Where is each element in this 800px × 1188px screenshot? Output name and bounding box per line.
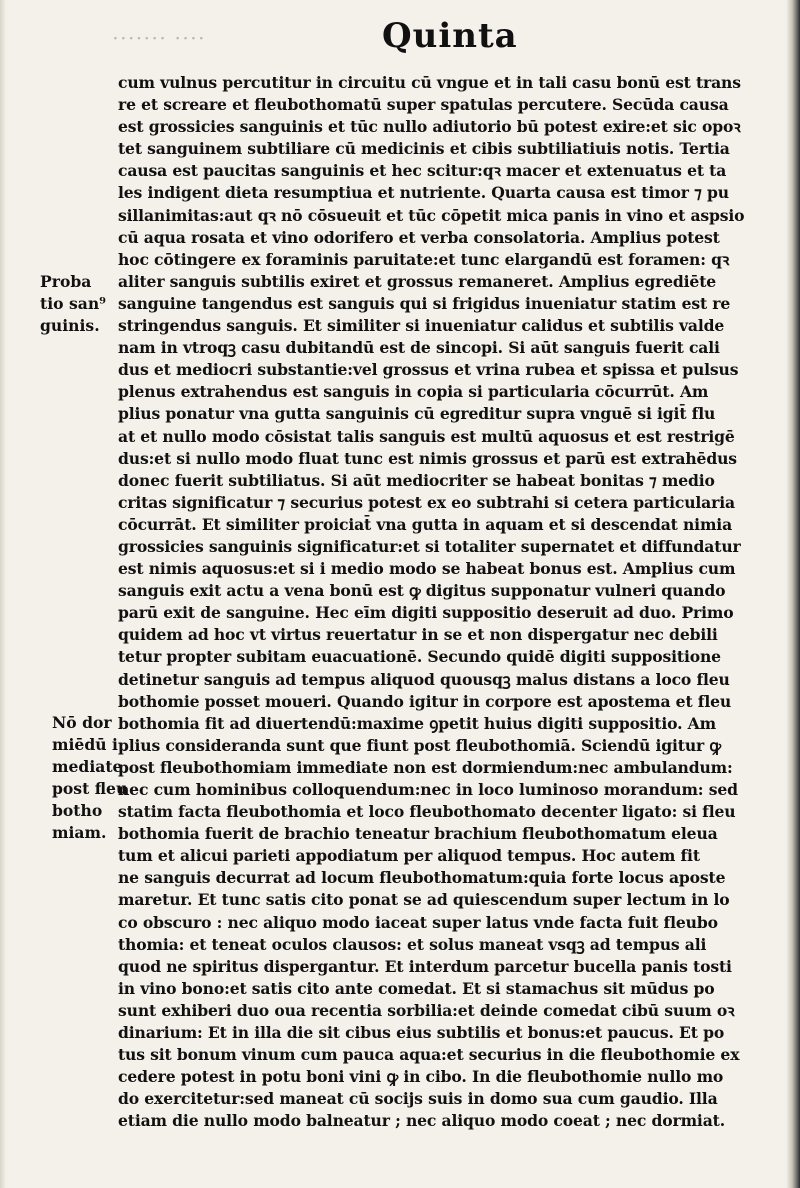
text-line: cedere potest in potu boni vini ꝙ in cibo. In die fleubothomie nullo mo (118, 1067, 724, 1087)
marginal-note-non-dormiendum (52, 712, 127, 845)
text-line: tet sanguinem subtiliare cū medicinis et cibis subtiliatiuis notis. Tertia (118, 139, 730, 159)
text-line: quidem ad hoc vt virtus reuertatur in se et non dispergatur nec debili (118, 625, 718, 645)
marginal-note-line: mediate (52, 757, 123, 777)
text-line: thomia: et teneat oculos clausos: et solus maneat vsqꝫ ad tempus ali (118, 934, 707, 954)
text-line: nec cum hominibus colloquendum:nec in loco luminoso morandum: sed (118, 780, 738, 799)
text-line: at et nullo modo cōsistat talis sanguis est multū aquosus et est restrigē (118, 426, 735, 446)
text-line: sanguis exit actu a vena bonū est ꝙ digitus supponatur vulneri quando (118, 581, 726, 601)
text-line: post fleubothomiam immediate non est dormiendum:nec ambulandum: (118, 757, 733, 777)
marginal-note-line: tio san⁹ (40, 294, 107, 314)
text-line: sillanimitas:aut qꝛ nō cōsueuit et tūc cōpetit mica panis in vino et aspsio (118, 205, 745, 225)
text-line: cōcurrāt. Et similiter proiciat̄ vna gutta in aquam et si descendat nimia (118, 514, 733, 534)
text-line: est grossicies sanguinis et tūc nullo adiutorio bū potest exire:et sic opoꝛ (118, 117, 741, 137)
text-line: re et screare et fleubothomatū super spatulas percutere. Secūda causa (118, 95, 729, 115)
text-line: plius ponatur vna gutta sanguinis cū egreditur supra vnguē si igit̄ flu (118, 404, 716, 424)
text-line: dinarium: Et in illa die sit cibus eius subtilis et bonus:et paucus. Et po (118, 1023, 725, 1043)
marginal-note-probatio (40, 271, 106, 337)
page-edge-shadow-left (0, 0, 6, 1188)
text-line: sunt exhiberi duo oua recentia sorbilia:et deinde comedat cibū suum oꝛ (118, 1000, 735, 1020)
text-line: les indigent dieta resumptiua et nutriente. Quarta causa est timor ⁊ pu (118, 183, 729, 203)
text-line: plius consideranda sunt que fiunt post fleubothomiā. Sciendū igitur ꝙ (118, 735, 721, 755)
text-line: donec fuerit subtiliatus. Si aūt mediocriter se habeat bonitas ⁊ medio (118, 470, 715, 490)
marginal-note-line: Nō dor (52, 713, 112, 732)
text-line: grossicies sanguinis significatur:et si totaliter supernatet et diffundatur (118, 536, 741, 556)
bleed-through-ghost-text: ⋅⋅⋅⋅⋅⋅⋅ ⋅⋅⋅⋅ (112, 26, 206, 50)
text-line: plenus extrahendus est sanguis in copia si particularia cōcurrūt. Am (118, 382, 709, 402)
text-line: statim facta fleubothomia et loco fleubothomato decenter ligato: si fleu (118, 802, 736, 822)
text-line: hoc cōtingere ex foraminis paruitate:et tunc elargandū est foramen: qꝛ (118, 249, 730, 269)
text-line: cū aqua rosata et vino odorifero et verba consolatoria. Amplius potest (118, 227, 720, 247)
text-line: tus sit bonum vinum cum pauca aqua:et securius in die fleubothomie ex (118, 1045, 740, 1065)
marginal-note-line: post fleu (52, 779, 128, 799)
text-line: est nimis aquosus:et si i medio modo se habeat bonus est. Amplius cum (118, 559, 736, 579)
marginal-note-line: guinis. (40, 316, 100, 336)
text-line: maretur. Et tunc satis cito ponat se ad quiescendum super lectum in lo (118, 890, 730, 910)
marginal-note-line: Proba (40, 272, 92, 291)
text-line: parū exit de sanguine. Hec eīm digiti suppositio deseruit ad duo. Primo (118, 603, 734, 623)
text-line: bothomia fit ad diuertendū:maxime ꝯpetit huius digiti suppositio. Am (118, 713, 716, 733)
page-edge-shadow-right (786, 0, 800, 1188)
text-line: sanguine tangendus est sanguis qui si frigidus inueniatur statim est re (118, 293, 731, 313)
text-line: tum et alicui parieti appodiatum per aliquod tempus. Hoc autem fit (118, 846, 700, 866)
text-line: dus et mediocri substantie:vel grossus et vrina rubea et spissa et pulsus (118, 360, 739, 380)
text-line: do exercitetur:sed maneat cū socijs suis in domo sua cum gaudio. Illa (118, 1089, 718, 1109)
body-text-column (118, 72, 766, 1133)
text-line: co obscuro : nec aliquo modo iaceat super latus vnde facta fuit fleubo (118, 912, 718, 932)
text-line: ne sanguis decurrat ad locum fleubothomatum:quia forte locus aposte (118, 868, 726, 888)
text-line: in vino bono:et satis cito ante comedat. Et si stamachus sit mūdus po (118, 978, 715, 998)
text-line: critas significatur ⁊ securius potest ex eo subtrahi si cetera particularia (118, 492, 735, 512)
marginal-note-line: miēdū i (52, 735, 118, 755)
text-line: quod ne spiritus dispergantur. Et interdum parcetur bucella panis tosti (118, 956, 732, 976)
text-line: bothomie posset moueri. Quando igitur in corpore est apostema et fleu (118, 691, 732, 711)
text-line: tetur propter subitam euacuationē. Secundo quidē digiti suppositione (118, 647, 721, 667)
text-line: dus:et si nullo modo fluat tunc est nimis grossus et parū est extrahēdus (118, 448, 737, 468)
text-line: etiam die nullo modo balneatur ; nec aliquo modo coeat ; nec dormiat. (118, 1111, 725, 1131)
text-line: cum vulnus percutitur in circuitu cū vngue et in tali casu bonū est trans (118, 73, 741, 92)
text-line: nam in vtroqꝫ casu dubitandū est de sincopi. Si aūt sanguis fuerit cali (118, 338, 720, 358)
text-line: detinetur sanguis ad tempus aliquod quousqꝫ malus distans a loco fleu (118, 669, 730, 689)
marginal-note-line: miam. (52, 823, 107, 843)
running-head: Quinta (382, 16, 518, 56)
text-line: stringendus sanguis. Et similiter si inueniatur calidus et subtilis valde (118, 316, 725, 336)
text-line: bothomia fuerit de brachio teneatur brachium fleubothomatum eleua (118, 824, 718, 844)
text-line: aliter sanguis subtilis exiret et grossus remaneret. Amplius egrediēte (118, 271, 717, 291)
text-line: causa est paucitas sanguinis et hec scitur:qꝛ macer et extenuatus et ta (118, 161, 727, 181)
marginal-note-line: botho (52, 801, 103, 821)
